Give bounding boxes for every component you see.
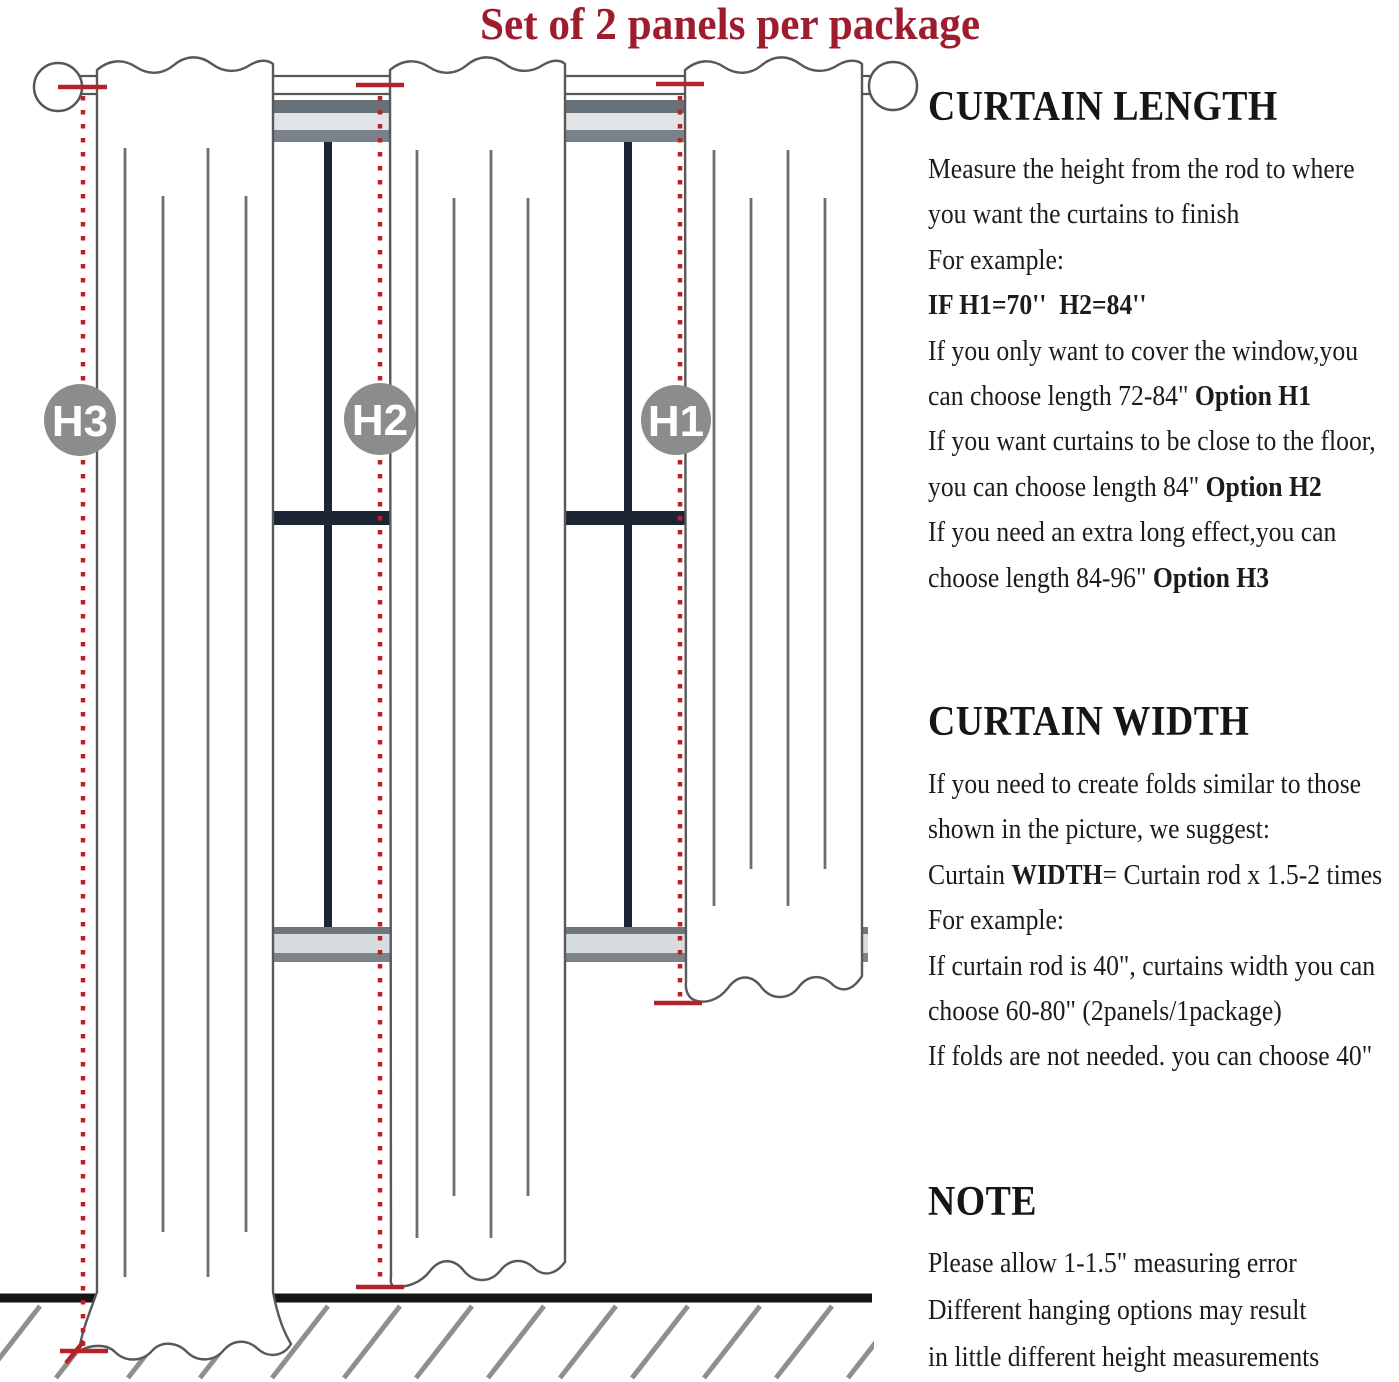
text-line: For example: [928, 244, 1065, 276]
text-line: Please allow 1-1.5" measuring error [928, 1248, 1297, 1279]
text-line: choose length 84-96" Option H3 [928, 562, 1270, 594]
h1-badge [641, 385, 711, 455]
text-line: can choose length 72-84" Option H1 [928, 381, 1312, 413]
curtain-panel-h1 [685, 57, 862, 1001]
text-line: If you need to create folds similar to those [928, 769, 1362, 800]
text-line: shown in the picture, we suggest: [928, 814, 1270, 846]
note-heading: NOTE [928, 1179, 1037, 1225]
text-line: choose 60-80" (2panels/1package) [928, 996, 1282, 1028]
text-line: IF H1=70'' H2=84'' [928, 290, 1147, 322]
h2-badge [344, 383, 416, 455]
window-mullion-right [624, 142, 632, 928]
text-line: Measure the height from the rod to where [928, 154, 1355, 185]
text-line: Different hanging options may result [928, 1295, 1307, 1326]
text-line: If you only want to cover the window,you [928, 335, 1359, 367]
text-line: If folds are not needed. you can choose 40" [928, 1041, 1373, 1073]
svg-text:H1: H1 [647, 397, 705, 446]
curtain-panel-h3 [79, 57, 291, 1359]
text-line: in little different height measurements [928, 1342, 1320, 1373]
curtain-width-text [928, 762, 1399, 1080]
text-line: Curtain WIDTH= Curtain rod x 1.5-2 times [928, 859, 1383, 891]
text-line: For example: [928, 905, 1065, 937]
text-line: you can choose length 84" Option H2 [928, 471, 1322, 503]
window-mullion-left [324, 142, 332, 928]
svg-text:H2: H2 [351, 396, 409, 445]
text-line: If you need an extra long effect,you can [928, 517, 1337, 549]
curtain-width-heading: CURTAIN WIDTH [928, 699, 1250, 745]
text-line: you want the curtains to finish [928, 199, 1240, 231]
text-line: If you want curtains to be close to the floor, [928, 426, 1376, 458]
curtain-length-text [928, 147, 1399, 601]
rod-finial-right-icon [869, 62, 917, 110]
curtain-panel-h2 [390, 57, 565, 1287]
text-line: If curtain rod is 40", curtains width you can [928, 950, 1376, 982]
curtain-length-heading: CURTAIN LENGTH [928, 84, 1278, 130]
svg-text:H3: H3 [51, 397, 109, 446]
h3-badge [44, 384, 116, 456]
page-title: Set of 2 panels per package [479, 0, 981, 49]
note-text [928, 1240, 1399, 1381]
